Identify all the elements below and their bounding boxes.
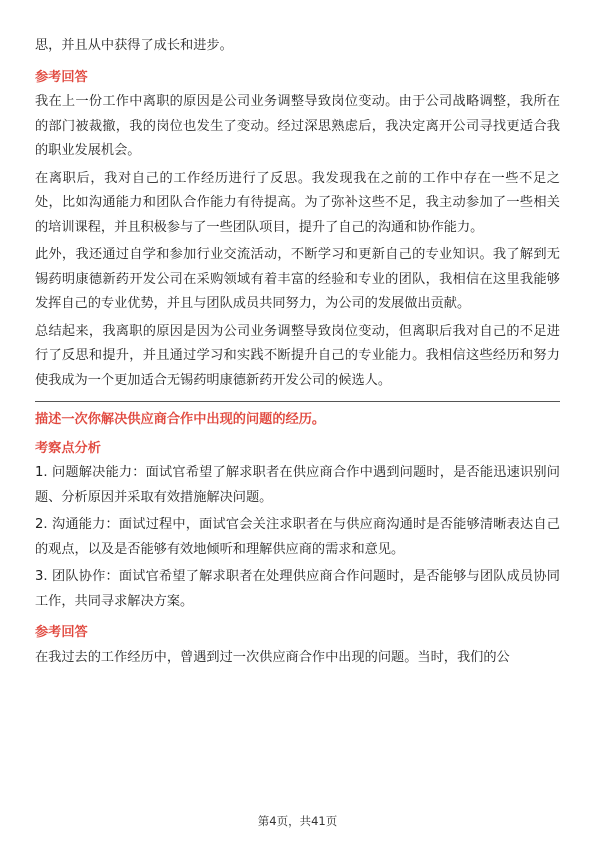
analysis-point-1: 1. 问题解决能力：面试官希望了解求职者在供应商合作中遇到问题时，是否能迅速识别问题、分析原因并采取有效措施解决问题。	[35, 465, 560, 505]
analysis-point-3: 3. 团队协作：面试官希望了解求职者在处理供应商合作问题时，是否能够与团队成员协同工作，共同寻求解决方案。	[35, 569, 560, 609]
section-divider	[35, 401, 560, 402]
reference-answer-heading: 参考回答	[35, 69, 88, 85]
answer-start-text: 在我过去的工作经历中，曾遇到过一次供应商合作中出现的问题。当时，我们的公	[35, 649, 510, 665]
analysis-heading: 考察点分析	[35, 440, 101, 456]
carry-over-text: 思，并且从中获得了成长和进步。	[35, 38, 233, 53]
analysis-point-2: 2. 沟通能力：面试过程中，面试官会关注求职者在与供应商沟通时是否能够清晰表达自己的观点，以及是否能够有效地倾听和理解供应商的需求和意见。	[35, 517, 560, 557]
page-content	[35, 34, 560, 673]
answer-paragraph-1: 我在上一份工作中离职的原因是公司业务调整导致岗位变动。由于公司战略调整，我所在的部门被裁撤，我的岗位也发生了变动。经过深思熟虑后，我决定离开公司寻找更适合我的职业发展机会。	[35, 94, 560, 158]
answer-paragraph-2: 在离职后，我对自己的工作经历进行了反思。我发现我在之前的工作中存在一些不足之处，比如沟通能力和团队合作能力有待提高。为了弥补这些不足，我主动参加了一些相关的培训课程，并且积极参与了一些团队项目，提升了自己的沟通和协作能力。	[35, 170, 560, 235]
question-heading: 描述一次你解决供应商合作中出现的问题的经历。	[35, 412, 326, 427]
answer-paragraph-4: 总结起来，我离职的原因是因为公司业务调整导致岗位变动，但离职后我对自己的不足进行了反思和提升，并且通过学习和实践不断提升自己的专业能力。我相信这些经历和努力使我成为一个更加适合无锡药明康德新药开发公司的候选人。	[35, 323, 560, 388]
page-number-footer: 第4页，共41页	[257, 814, 338, 828]
reference-answer-heading-2: 参考回答	[35, 625, 88, 640]
answer-paragraph-3: 此外，我还通过自学和参加行业交流活动，不断学习和更新自己的专业知识。我了解到无锡药明康德新药开发公司在采购领域有着丰富的经验和专业的团队，我相信在这里我能够发挥自己的专业优势，并且与团队成员共同努力，为公司的发展做出贡献。	[35, 247, 560, 311]
